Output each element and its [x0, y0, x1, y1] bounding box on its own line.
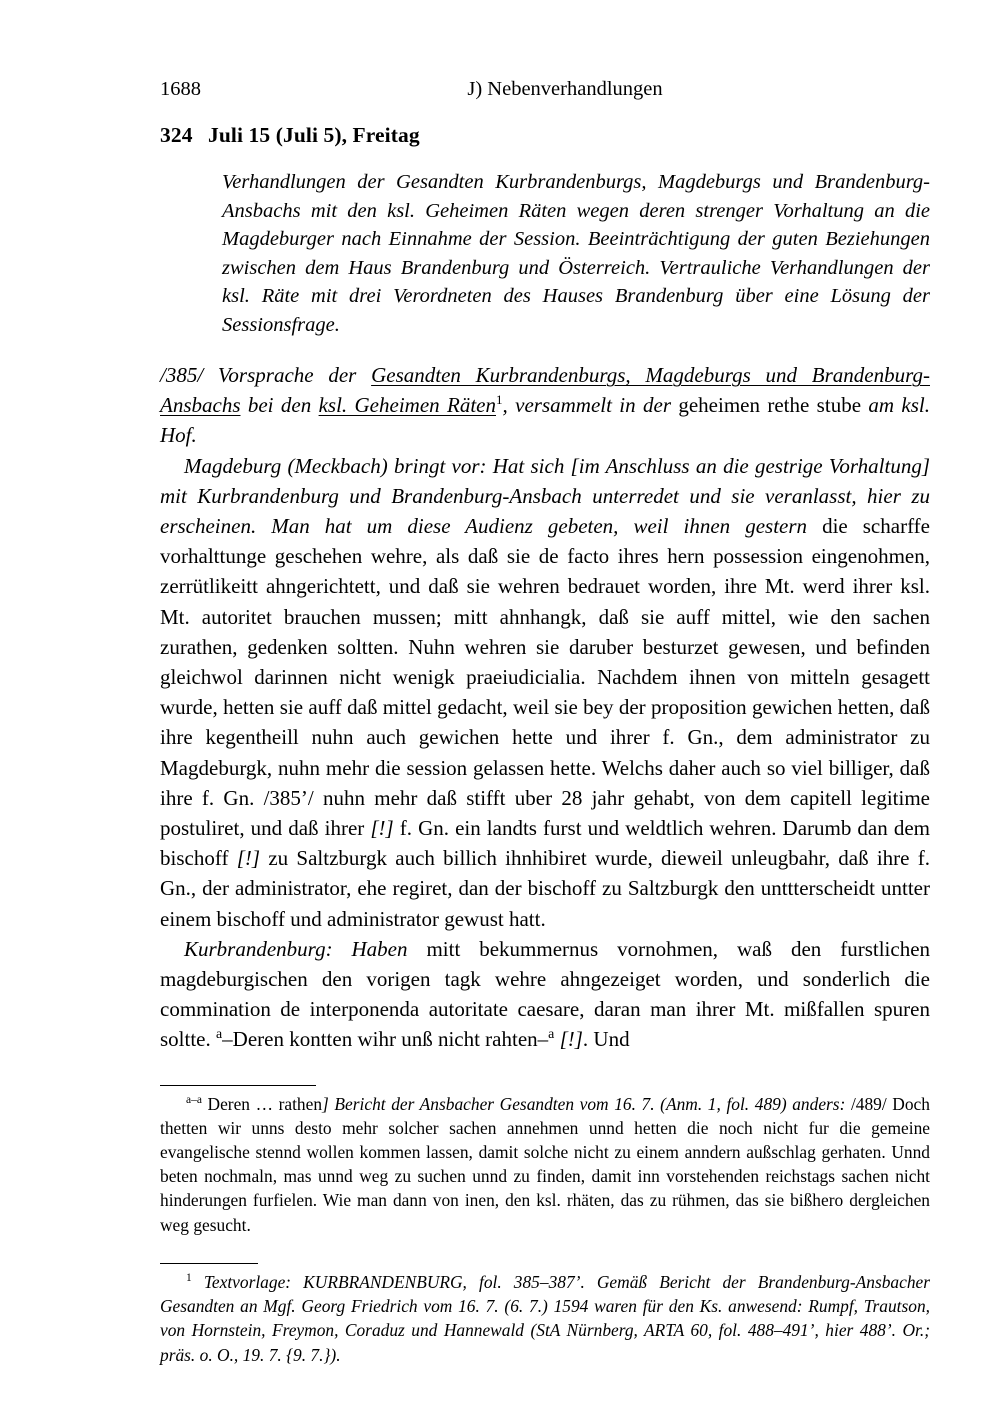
- kurbrandenburg-lead-italic: Kurbrandenburg: Haben: [184, 936, 427, 961]
- vorsprache-party-1: Gesandten Kurbrandenburgs, Magdeburgs und Brandenburg-Ansbachs: [160, 363, 930, 418]
- footnote-text: Textvorlage: KURBRANDENBURG, fol. 385–387’. Gemäß Bericht der Brandenburg-Ansbacher Gesandten an Mgf. Georg Friedrich vom 16. 7. (6. 7.) 1594 waren für den Ks. anwesend: Rumpf, Trautson, von Hornstein, Freymon, Coraduz und Hannewald (StA Nürnberg, ARTA 60, fol. 488–491’, hier 488’. Or.; präs. o. O., 19. 7. {9. 7.}).: [160, 1271, 930, 1365]
- footnote-rule: [160, 1263, 258, 1264]
- footnote-entry-1: [160, 1270, 930, 1367]
- apparatus-rule: [160, 1085, 316, 1086]
- apparatus-source: Bericht der Ansbacher Gesandten vom 16. 7. (Anm. 1, fol. 489) anders:: [328, 1093, 846, 1114]
- paragraph-kurbrandenburg: [160, 934, 930, 1055]
- regest-summary: Verhandlungen der Gesandten Kurbrandenburgs, Magdeburgs und Brandenburg-Ansbachs mit den ksl. Geheimen Räten wegen deren strenger Vorhaltung an die Magdeburger nach Einnahme der Session. Beeinträchtigung der guten Beziehungen zwischen dem Haus Brandenburg und Österreich. Vertrauliche Verhandlungen der ksl. Räte mit drei Verordneten des Hauses Brandenburg über eine Lösung der Sessionsfrage.: [222, 171, 930, 336]
- variant-mark-open[interactable]: a: [216, 1026, 223, 1042]
- vorsprache-tail: am ksl. Hof.: [160, 393, 930, 448]
- footnote-block: [160, 1263, 930, 1367]
- apparatus-entry: [160, 1092, 930, 1237]
- page-content: [160, 72, 930, 1367]
- apparatus-mark-close: a: [196, 1093, 202, 1106]
- kurbrandenburg-roman-1: mitt bekummernus vornohmen, waß den furstlichen magdeburgischen den vorigen tagk wehre ahngezeiget worden, und sonderlich die commination de interponenda autoritate caesare, daran man ihrer Mt. mißfallen spuren soltte.: [160, 936, 931, 1052]
- paragraph-vorsprache: [160, 360, 930, 451]
- running-head: [160, 72, 930, 106]
- sic-marker-1: [!]: [370, 816, 394, 841]
- variant-dash-open: –: [222, 1027, 233, 1052]
- variant-dash-close: –: [537, 1027, 549, 1052]
- apparatus-lemma: Deren … rathen: [201, 1093, 323, 1114]
- vorsprache-party-2: ksl. Geheimen Räten: [318, 393, 496, 418]
- body-text: [160, 360, 930, 1055]
- kurbrandenburg-tail: . Und: [582, 1027, 630, 1052]
- apparatus-mark-dash: –: [191, 1093, 197, 1106]
- magdeburg-roman-2: f. Gn. ein landts furst und weldtlich wehren. Darumb dan dem bischoff: [160, 816, 930, 871]
- apparatus-block: [160, 1085, 930, 1237]
- running-title: J) Nebenverhandlungen: [467, 78, 663, 100]
- sic-marker-3: [!]: [559, 1027, 583, 1052]
- magdeburg-lead-italic: Magdeburg (Meckbach) bringt vor: Hat sich [im Anschluss an die gestrige Vorhaltung] mit Kurbrandenburg und Brandenburg-Ansbach unterredet und sie veranlasst, hier zu erscheinen. Man hat um diese Audienz gebeten, weil ihnen gestern: [160, 453, 930, 539]
- apparatus-quote: /489/ Doch thetten wir unns desto mehr solcher sachen annehmen unnd hetten die noch nicht fur die gemeine evangelische stennd wollen kommen lassen, damit solche nicht zu einem anndern außschlag gerhaten. Unnd beten nochmaln, mas unnd weg zu suchen unnd zu finden, damit inn vorstehenden reichstags sachen nicht hinderungen furfielen. Wie man dann von inen, den ksl. rhäten, das zu rühmen, das sie bißhero dergleichen weg gesucht.: [160, 1093, 930, 1235]
- vorsprache-mid: bei den: [240, 393, 319, 418]
- footnote-reference-1[interactable]: 1: [496, 392, 503, 408]
- variant-text: Deren kontten wihr unß nicht rahten: [232, 1027, 538, 1052]
- page-number: 1688: [160, 78, 201, 100]
- section-title: Juli 15 (Juli 5), Freitag: [208, 123, 420, 147]
- magdeburg-roman-3: zu Saltzburgk auch billich ihnhibiret wurde, dieweil unleugbahr, daß ihre f. Gn., der administrator, ehe regiret, dan der bischoff zu Saltzburgk den unttterscheidt untter einem bischoff und administrator gewust hatt.: [160, 846, 930, 931]
- vorsprache-roman: geheimen rethe stube: [678, 393, 869, 418]
- folio-mark: /385/: [160, 363, 204, 387]
- apparatus-bracket: ]: [322, 1093, 329, 1114]
- section-number: 324: [160, 123, 193, 147]
- variant-mark-close[interactable]: a: [548, 1026, 555, 1042]
- footnote-number: 1: [186, 1272, 192, 1285]
- paragraph-magdeburg: [160, 451, 930, 934]
- vorsprache-after-ref: , versammelt in der: [502, 393, 679, 418]
- magdeburg-roman-1: die scharffe vorhalttunge geschehen wehre, als daß sie de facto ihres hern possession eingenohmen, zerrütlikeitt ahngerichtett, und daß sie wehren bedrauet worden, ihre Mt. werd ihrer ksl. Mt. autoritet brauchen mussen; mitt ahnhangk, daß sie auff mittel, wie den sachen zurathen, gedenken soltten. Nuhn wehren sie daruber besturzet gewesen, und befinden gleichwol darinnen nicht wenigk praeiudicialia. Nachdem ihnen von mitteln gesagett wurde, hetten sie auff daß mittel gedacht, weil sie bey der proposition gewichen hetten, daß ihre kegentheill nuhn auch gewichen hette und ihrer f. Gn., dem administrator zu Magdeburgk, nuhn mehr die session gelassen hette. Welchs daher auch so viel billiger, daß ihre f. Gn. /385’/ nuhn mehr daß stifft uber 28 jahr gehabt, von dem capitell legitime postuliret, und daß ihrer: [160, 514, 930, 841]
- apparatus-mark-open: a: [186, 1093, 192, 1106]
- vorsprache-lead: Vorsprache der: [203, 363, 372, 387]
- sic-marker-2: [!]: [236, 846, 261, 871]
- section-heading: [160, 121, 930, 149]
